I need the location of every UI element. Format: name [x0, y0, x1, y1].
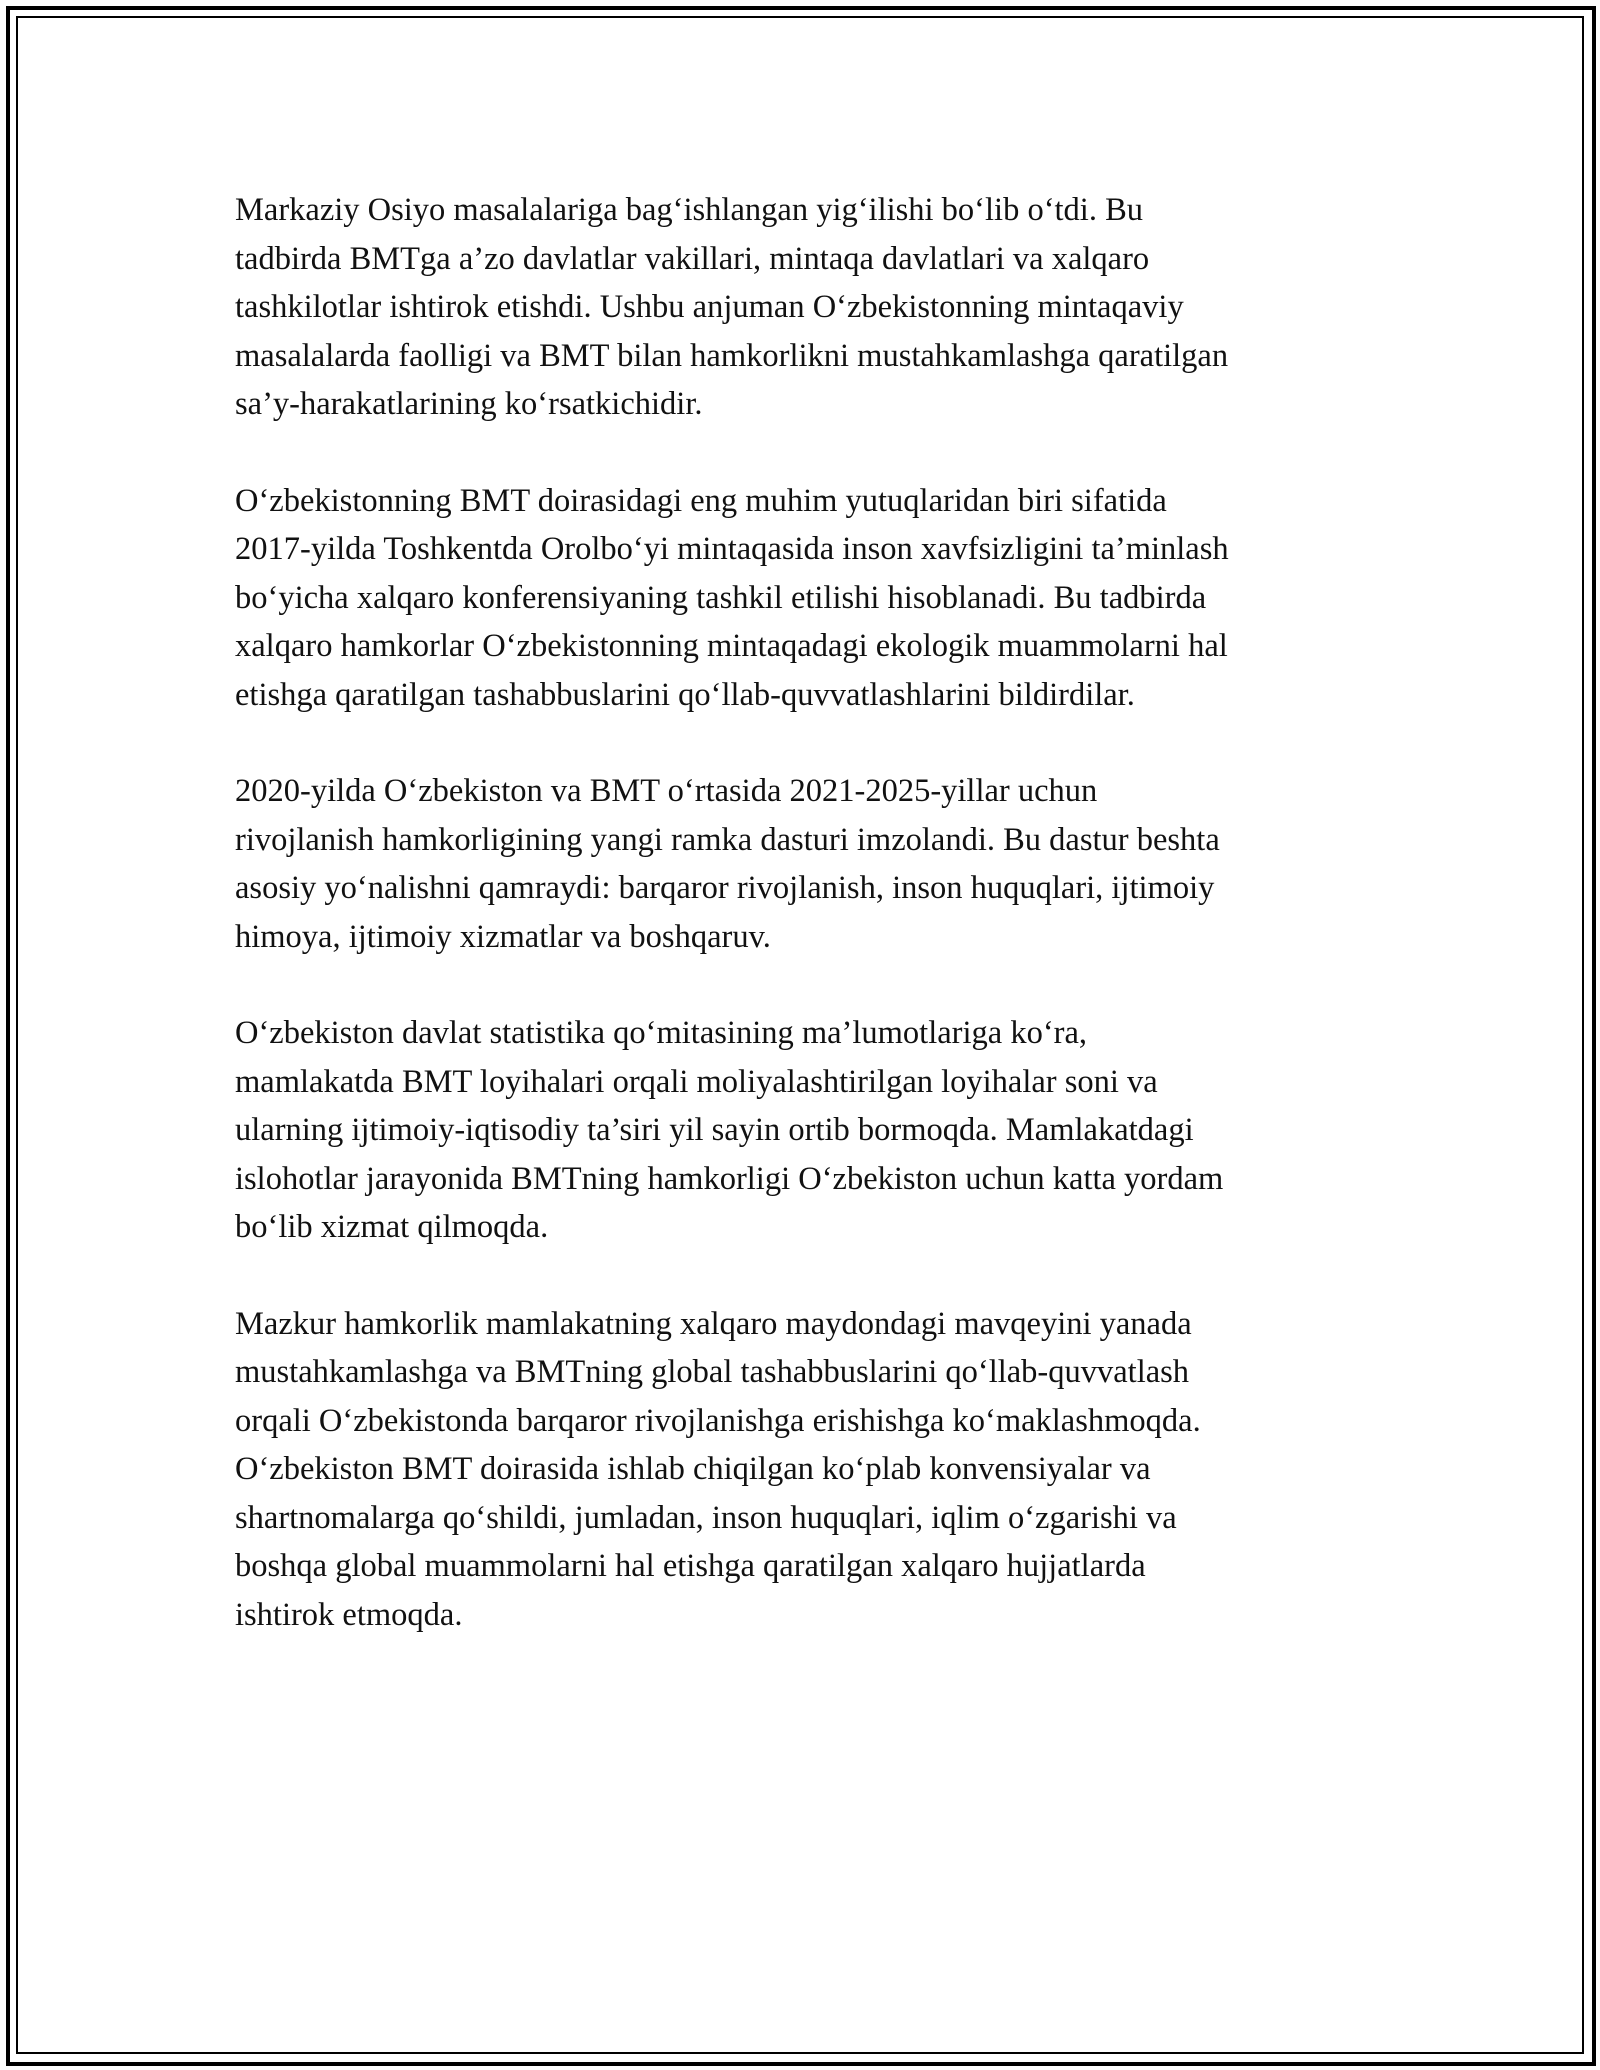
- paragraph-4: O‘zbekiston davlat statistika qo‘mitasining ma’lumotlariga ko‘ra, mamlakatda BMT loyihalari orqali moliyalashtirilgan loyihalar soni va ularning ijtimoiy-iqtisodiy ta’siri yil sayin ortib bormoqda. Mamlakatdagi islohotlar jarayonida BMTning hamkorligi O‘zbekiston uchun katta yordam bo‘lib xizmat qilmoqda.: [235, 1015, 1224, 1245]
- document-body: [235, 186, 1385, 1687]
- paragraph-1: Markaziy Osiyo masalalariga bag‘ishlangan yig‘ilishi bo‘lib o‘tdi. Bu tadbirda BMTga a’zo davlatlar vakillari, mintaqa davlatlari va xalqaro tashkilotlar ishtirok etishdi. Ushbu anjuman O‘zbekistonning mintaqaviy masalalarda faolligi va BMT bilan hamkorlikni mustahkamlashga qaratilgan sa’y-harakatlarining ko‘rsatkichidir.: [235, 192, 1229, 422]
- paragraph-5: Mazkur hamkorlik mamlakatning xalqaro maydondagi mavqeyini yanada mustahkamlashga va BMTning global tashabbuslarini qo‘llab-quvvatlash orqali O‘zbekistonda barqaror rivojlanishga erishishga ko‘maklashmoqda. O‘zbekiston BMT doirasida ishlab chiqilgan ko‘plab konvensiyalar va shartnomalarga qo‘shildi, jumladan, inson huquqlari, iqlim o‘zgarishi va boshqa global muammolarni hal etishga qaratilgan xalqaro hujjatlarda ishtirok etmoqda.: [235, 1305, 1201, 1633]
- paragraph-3: 2020-yilda O‘zbekiston va BMT o‘rtasida 2021-2025-yillar uchun rivojlanish hamkorligining yangi ramka dasturi imzolandi. Bu dastur beshta asosiy yo‘nalishni qamraydi: barqaror rivojlanish, inson huquqlari, ijtimoiy himoya, ijtimoiy xizmatlar va boshqaruv.: [235, 773, 1220, 955]
- paragraph-2: O‘zbekistonning BMT doirasidagi eng muhim yutuqlaridan biri sifatida 2017-yilda Toshkentda Orolbo‘yi mintaqasida inson xavfsizligini ta’minlash bo‘yicha xalqaro konferensiyaning tashkil etilishi hisoblanadi. Bu tadbirda xalqaro hamkorlar O‘zbekistonning mintaqadagi ekologik muammolarni hal etishga qaratilgan tashabbuslarini qo‘llab-quvvatlashlarini bildirdilar.: [235, 482, 1229, 713]
